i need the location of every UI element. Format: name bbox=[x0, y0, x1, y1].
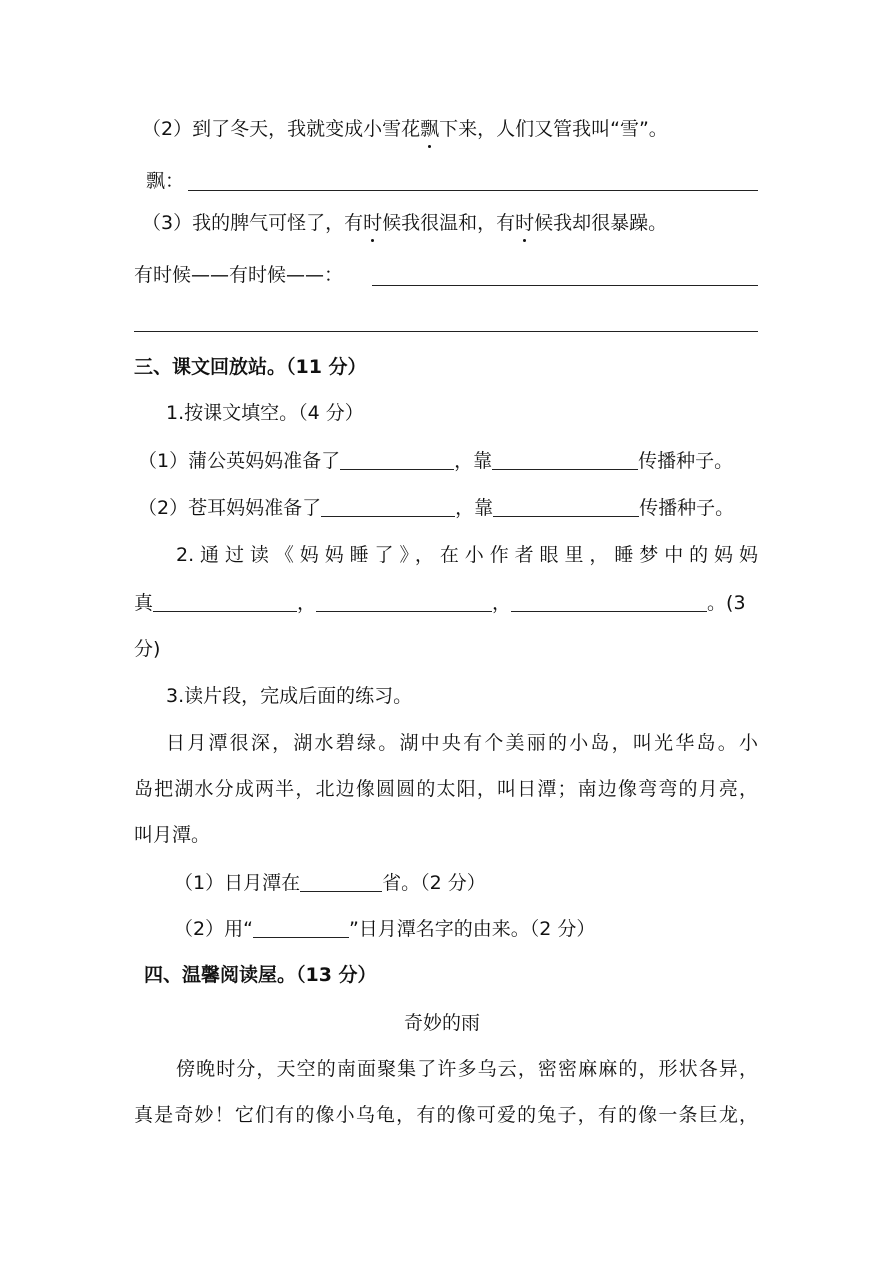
sentence-3-number: （3） bbox=[142, 212, 193, 234]
blank-province[interactable] bbox=[300, 871, 382, 892]
q1-line-1-text-a: 蒲公英妈妈准备了 bbox=[188, 450, 341, 472]
q1-line-1-text-c: 传播种子。 bbox=[638, 450, 734, 472]
answer-line-piao[interactable] bbox=[188, 190, 758, 191]
section-3-heading: 三、课文回放站。（11 分） bbox=[134, 356, 367, 378]
q2-comma-1: ， bbox=[297, 592, 317, 614]
passage-line-3: 叫月潭。 bbox=[134, 824, 211, 846]
answer-line-youshihou-1[interactable] bbox=[372, 285, 758, 286]
sentence-3 bbox=[142, 210, 667, 236]
q3-title: 3.读片段，完成后面的练习。 bbox=[166, 685, 413, 707]
passage-line-1: 日月潭很深，湖水碧绿。湖中央有个美丽的小岛，叫光华岛。小 bbox=[166, 732, 758, 754]
blank-mama-2[interactable] bbox=[316, 591, 492, 612]
q1-line-1 bbox=[138, 448, 733, 474]
dotted-text-2: 有时候 bbox=[496, 212, 554, 234]
story-line-1: 傍晚时分，天空的南面聚集了许多乌云，密密麻麻的，形状各异， bbox=[176, 1058, 758, 1080]
dotted-phrase-2 bbox=[496, 212, 553, 234]
q1-line-1-text-b: ，靠 bbox=[454, 450, 493, 472]
answer-label-piao: 飘： bbox=[146, 170, 185, 192]
q1-line-2 bbox=[138, 495, 734, 521]
sentence-2-post: 下来，人们又管我叫“雪”。 bbox=[439, 118, 668, 140]
q3-sub-2-text-b: ”日月潭名字的由来。（2 分） bbox=[348, 918, 596, 940]
answer-label-youshihou: 有时候——有时候——： bbox=[134, 264, 344, 286]
blank-quote-origin[interactable] bbox=[253, 917, 349, 938]
q1-line-2-text-a: 苍耳妈妈准备了 bbox=[188, 497, 322, 519]
dotted-text-1: 有时候 bbox=[344, 212, 402, 234]
passage-line-2: 岛把湖水分成两半，北边像圆圆的太阳，叫日潭；南边像弯弯的月亮， bbox=[134, 778, 758, 800]
q3-sub-2 bbox=[174, 916, 595, 942]
q1-line-1-number: （1） bbox=[138, 450, 189, 472]
q3-sub-1 bbox=[174, 870, 486, 896]
blank-cocklebur-means[interactable] bbox=[493, 496, 639, 517]
blank-mama-3[interactable] bbox=[511, 591, 707, 612]
answer-line-youshihou-2[interactable] bbox=[134, 331, 758, 332]
blank-dandelion-means[interactable] bbox=[492, 449, 638, 470]
q1-title: 1.按课文填空。（4 分） bbox=[166, 402, 364, 424]
sentence-3-pre: 我的脾气可怪了， bbox=[192, 212, 345, 234]
q3-sub-1-text-b: 省。（2 分） bbox=[382, 872, 486, 894]
q3-sub-1-text-a: （1）日月潭在 bbox=[174, 872, 301, 894]
blank-dandelion-prep[interactable] bbox=[340, 449, 454, 470]
story-line-2: 真是奇妙！它们有的像小乌龟，有的像可爱的兔子，有的像一条巨龙， bbox=[134, 1104, 758, 1126]
sentence-3-mid: 我很温和， bbox=[401, 212, 497, 234]
q2-line-3: 分) bbox=[134, 638, 161, 660]
story-title: 奇妙的雨 bbox=[404, 1012, 481, 1034]
section-4-heading: 四、温馨阅读屋。（13 分） bbox=[144, 964, 377, 986]
dotted-char-piao: 飘 bbox=[420, 118, 440, 140]
sentence-2-number: （2） bbox=[142, 118, 193, 140]
q2-line-2-start: 真 bbox=[134, 592, 154, 614]
q1-line-2-text-b: ，靠 bbox=[455, 497, 494, 519]
blank-mama-1[interactable] bbox=[153, 591, 297, 612]
q1-line-2-text-c: 传播种子。 bbox=[639, 497, 735, 519]
sentence-2 bbox=[142, 116, 668, 142]
sentence-3-post: 我却很暴躁。 bbox=[553, 212, 668, 234]
q2-line-2 bbox=[134, 590, 746, 616]
q2-comma-2: ， bbox=[492, 592, 512, 614]
q2-line-1: 2.通过读《妈妈睡了》，在小作者眼里，睡梦中的妈妈 bbox=[176, 544, 758, 566]
dotted-phrase-1 bbox=[344, 212, 401, 234]
q3-sub-2-text-a: （2）用“ bbox=[174, 918, 253, 940]
q1-line-2-number: （2） bbox=[138, 497, 189, 519]
sentence-2-pre: 到了冬天，我就变成小雪花 bbox=[192, 118, 421, 140]
blank-cocklebur-prep[interactable] bbox=[321, 496, 455, 517]
q2-line-2-end: 。(3 bbox=[707, 592, 746, 614]
